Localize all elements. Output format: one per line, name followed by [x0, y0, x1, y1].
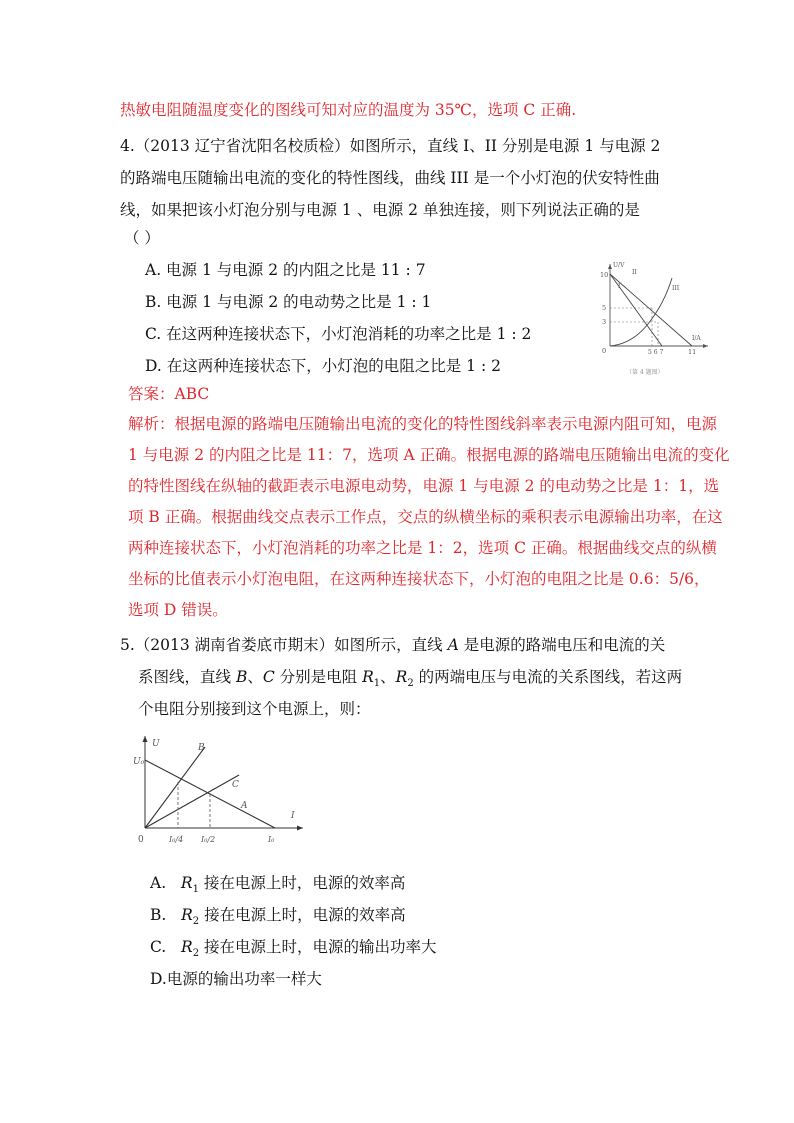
q4-stem-line-3: 线，如果把该小灯泡分别与电源 1 、电源 2 单独连接，则下列说法正确的是: [120, 201, 640, 219]
q5-fig-label-c: C: [232, 780, 239, 790]
q4-analysis-line-4: 项 B 正确。根据曲线交点表示工作点，交点的纵横坐标的乘积表示电源输出功率，在这: [128, 508, 723, 526]
q4-fig-y-label: U/V: [613, 262, 625, 269]
q5-stem-line-1: 5.（2013 湖南省娄底市期末）如图所示，直线 A 是电源的路端电压和电流的关: [120, 636, 666, 654]
previous-answer-line: 热敏电阻随温度变化的图线可知对应的温度为 35℃，选项 C 正确.: [120, 101, 577, 119]
q5-figure: [135, 730, 310, 850]
q4-fig-label-iii: III: [672, 285, 680, 292]
q5-fig-label-b: B: [198, 743, 205, 753]
q4-fig-xtick-11: 11: [688, 348, 697, 356]
q4-analysis-line-5: 两种连接状态下，小灯泡消耗的功率之比是 1：2，选项 C 正确。根据曲线交点的纵横: [128, 539, 717, 557]
q4-option-b: B. 电源 1 与电源 2 的电动势之比是 1 : 1: [145, 293, 432, 311]
q4-figure: [592, 258, 712, 380]
q4-fig-label-i: I: [618, 283, 621, 290]
q4-analysis-line-7: 选项 D 错误。: [128, 601, 228, 619]
q4-analysis-line-3: 的特性图线在纵轴的截距表示电源电动势，电源 1 与电源 2 的电动势之比是 1：1，选: [128, 477, 720, 495]
q4-fig-caption: （第 4 题图）: [626, 369, 664, 376]
q4-analysis-line-6: 坐标的比值表示小灯泡电阻，在这两种连接状态下，小灯泡的电阻之比是 0.6：5/6，: [128, 570, 710, 588]
q4-analysis-line-2: 1 与电源 2 的内阻之比是 11：7，选项 A 正确。根据电源的路端电压随输出电流的变化: [128, 446, 730, 464]
q4-analysis-line-1: 解析：根据电源的路端电压随输出电流的变化的特性图线斜率表示电源内阻可知，电源: [128, 415, 718, 433]
q4-fig-ytick-10: 10: [600, 271, 609, 279]
q5-fig-xtick-i0-4: I₀/4: [169, 835, 184, 844]
q5-option-b: B. $R_2$ 接在电源上时，电源的效率高: [150, 906, 406, 928]
q5-fig-origin: 0: [138, 835, 144, 845]
q4-option-a: A. 电源 1 与电源 2 的内阻之比是 11 : 7: [145, 261, 426, 279]
q4-option-c: C. 在这两种连接状态下，小灯泡消耗的功率之比是 1 : 2: [145, 325, 532, 343]
q5-fig-label-a: A: [241, 801, 248, 811]
q5-fig-x-label: I: [291, 811, 295, 821]
q4-option-d: D. 在这两种连接状态下，小灯泡的电阻之比是 1 : 2: [145, 357, 501, 375]
q4-stem-line-2: 的路端电压随输出电流的变化的特性图线，曲线 III 是一个小灯泡的伏安特性曲: [120, 169, 660, 187]
q5-stem-line-2: 系图线，直线 B、C 分别是电阻 $R_1$、$R_2$ 的两端电压与电流的关系图线，若这两: [138, 668, 683, 690]
q4-answer: 答案：ABC: [128, 385, 210, 403]
q4-fig-origin: 0: [602, 347, 607, 355]
q5-fig-xtick-i0: I₀: [268, 835, 275, 844]
q4-fig-xtick-567: 5 6 7: [648, 349, 664, 356]
q4-stem-line-1: 4.（2013 辽宁省沈阳名校质检）如图所示，直线 I、II 分别是电源 1 与电源 2: [120, 137, 661, 155]
q4-fig-label-ii: II: [632, 269, 637, 276]
q5-fig-y-label: U: [152, 739, 160, 749]
q4-fig-ytick-3: 3: [602, 318, 607, 326]
q5-option-c: C. $R_2$ 接在电源上时，电源的输出功率大: [150, 938, 437, 960]
q4-fig-x-label: I/A: [692, 335, 701, 342]
q5-option-a: A. $R_1$ 接在电源上时，电源的效率高: [150, 874, 406, 896]
q5-option-d: D.电源的输出功率一样大: [150, 970, 322, 988]
q5-fig-ytick-u0: U₀: [133, 757, 145, 767]
q5-fig-xtick-i0-2: I₀/2: [201, 835, 216, 844]
q4-answer-bracket: （ ）: [124, 229, 160, 247]
q4-fig-ytick-5: 5: [602, 304, 607, 312]
q5-stem-line-3: 个电阻分别接到这个电源上，则：: [138, 700, 371, 718]
